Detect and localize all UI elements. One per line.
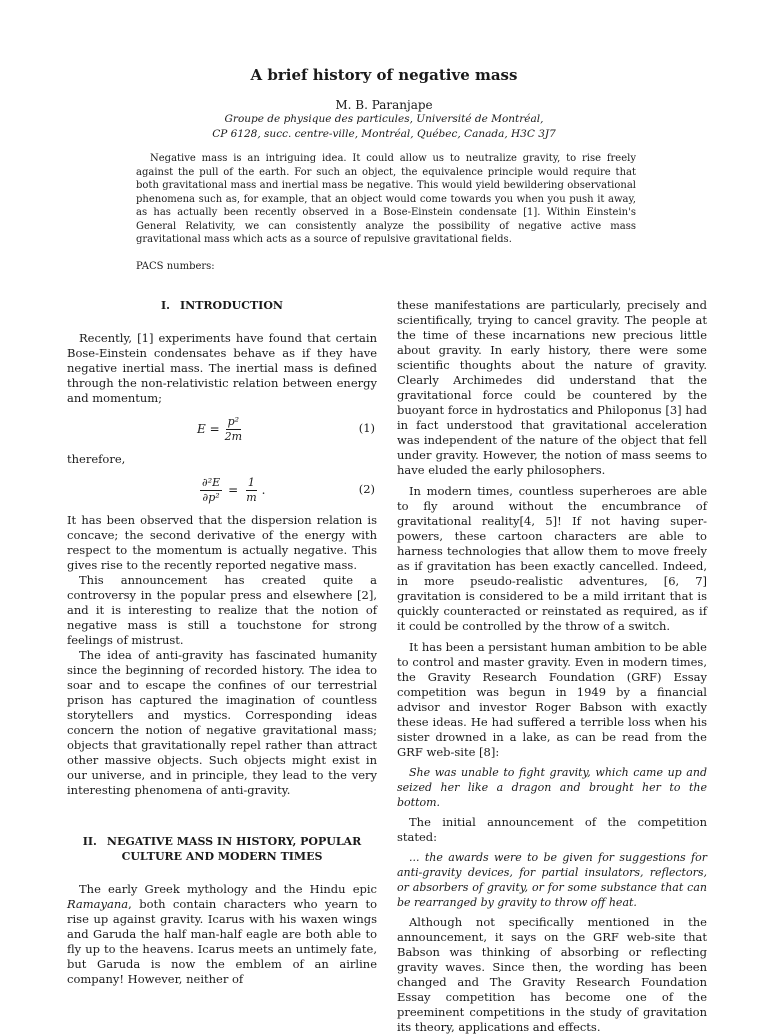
intro-paragraph-2: It has been observed that the dispersion relation is concave; the second derivative of the energy with respect to the momentum is actually negative. This gives rise to the recently reported negative mass. bbox=[67, 513, 377, 572]
right-paragraph-3: It has been a persistant human ambition to be able to control and master gravity. Even in modern times, the Gravity Research Foundation (GRF) Essay competition was begun in 1949 by a financial advisor and investor Roger Babson with exactly these ideas. He had suffered a terrible loss when his sister drowned in a lake, as can be read from the GRF web-site [8]: bbox=[397, 640, 707, 759]
eq2-tail: . bbox=[261, 482, 266, 497]
eq2-denominator-2: m bbox=[246, 490, 257, 504]
eq1-label: (1) bbox=[358, 421, 375, 435]
section-2-heading bbox=[67, 834, 377, 864]
eq1-lhs: E = bbox=[197, 421, 220, 436]
right-paragraph-5: Although not specifically mentioned in the announcement, it says on the GRF web-site that Babson was thinking of absorbing or reflecting gravity waves. Since then, the wording has been changed and The Gravity Research Foundation Essay competition has become one of the preeminent competitions in the study of gravitation its theory, applications and effects. bbox=[397, 915, 707, 1034]
left-column bbox=[67, 298, 377, 987]
affiliation-line-1: Groupe de physique des particules, Université de Montréal, bbox=[224, 113, 544, 125]
quote-announcement: ... the awards were to be given for suggestions for anti-gravity devices, for partial insulators, reflectors, or absorbers of gravity, or for some substance that can be rearranged by gravity to throw off heat. bbox=[397, 851, 707, 909]
ramayana-text: Ramayana bbox=[67, 897, 129, 911]
intro-paragraph-4: The idea of anti-gravity has fascinated humanity since the beginning of recorded history. The idea to soar and to escape the confines of our terrestrial prison has captured the imagination of countless storytellers and mystics. Corresponding ideas concern the notion of negative gravitational mass; objects that gravitationally repel rather than attract other massive objects. Such objects might exist in our universe, and in principle, they lead to the very interesting phenomena of anti-gravity. bbox=[67, 648, 377, 797]
section-2-para1-a: The early Greek mythology and the Hindu epic bbox=[79, 882, 377, 896]
author-name: M. B. Paranjape bbox=[335, 98, 433, 112]
therefore-text: therefore, bbox=[67, 452, 126, 466]
eq1-denominator: 2m bbox=[224, 429, 243, 443]
section-1-number: I. bbox=[161, 299, 170, 312]
paper-title: A brief history of negative mass bbox=[250, 66, 518, 84]
eq2-label: (2) bbox=[358, 482, 375, 496]
right-paragraph-4: The initial announcement of the competition stated: bbox=[397, 815, 707, 844]
affiliation bbox=[0, 112, 768, 142]
affiliation-line-2: CP 6128, succ. centre-ville, Montréal, Québec, Canada, H3C 3J7 bbox=[212, 128, 556, 140]
pacs-numbers: PACS numbers: bbox=[136, 261, 215, 272]
equation-2 bbox=[67, 473, 377, 507]
intro-paragraph-3: This announcement has created quite a controversy in the popular press and elsewhere [2], and it is interesting to realize that the notion of negative mass is still a touchstone for strong feelings of mistrust. bbox=[67, 573, 377, 647]
eq2-numerator: ∂²E bbox=[202, 475, 221, 489]
eq1-numerator: p² bbox=[227, 414, 240, 428]
eq2-numerator-2: 1 bbox=[247, 475, 255, 489]
intro-paragraph-1: Recently, [1] experiments have found that certain Bose-Einstein condensates behave as if they have negative inertial mass. The inertial mass is defined through the non-relativistic relation between energy and momentum; bbox=[67, 331, 377, 405]
abstract: Negative mass is an intriguing idea. It could allow us to neutralize gravity, to rise freely against the pull of the earth. For such an object, the equivalence principle would require that both gravitational mass and inertial mass be negative. This would yield bewildering observational phenomena such as, for example, that an object would come towards you when you push it away, as has actually been recently observed in a Bose-Einstein condensate [1]. Within Einstein's General Relativity, we can consistently analyze the possibility of negative active mass gravitational mass which acts as a source of repulsive gravitational fields. bbox=[136, 153, 636, 245]
quote-sister: She was unable to fight gravity, which came up and seized her like a dragon and brought her to the bottom. bbox=[397, 766, 707, 809]
eq2-equals: = bbox=[228, 482, 239, 497]
right-paragraph-2: In modern times, countless superheroes are able to fly around without the encumbrance of gravitational reality[4, 5]! If not having super-powers, these cartoon characters are able to harness technologies that allow them to move freely as if gravitation has been exactly cancelled. Indeed, in more pseudo-realistic adventures, [6, 7] gravitation is considered to be a mild irritant that is quickly counteracted or reinstated as required, as if it could be controlled by the throw of a switch. bbox=[397, 484, 707, 633]
equation-1 bbox=[67, 412, 377, 446]
section-2-para1-b: , both contain characters who yearn to rise up against gravity. Icarus with his waxen wings and Garuda the half man-half eagle are both able to fly up to the heavens. Icarus meets an untimely fate, but Garuda is now the emblem of an airline company! However, neither of bbox=[67, 897, 377, 986]
section-2-paragraph-1 bbox=[67, 882, 377, 987]
section-1-title: INTRODUCTION bbox=[180, 299, 283, 312]
section-2-title-line-1: NEGATIVE MASS IN HISTORY, POPULAR bbox=[106, 835, 362, 848]
section-2-title-line-2: CULTURE AND MODERN TIMES bbox=[121, 850, 323, 863]
section-1-heading bbox=[67, 298, 377, 313]
right-paragraph-1: these manifestations are particularly, precisely and scientifically, trying to cancel gravity. The people at the time of these incarnations new precious little about gravity. In early history, there were some scientific thoughts about the nature of gravity. Clearly Archimedes did understand that the gravitational force could be countered by the buoyant force in hydrostatics and Philoponus [3] had in fact understood that gravitational acceleration was independent of the nature of the object that fell under gravity. However, the notion of mass seems to have eluded the early philosophers. bbox=[397, 298, 707, 477]
section-2-number: II. bbox=[82, 835, 97, 848]
eq2-denominator: ∂p² bbox=[202, 490, 220, 504]
right-column bbox=[397, 298, 707, 1035]
